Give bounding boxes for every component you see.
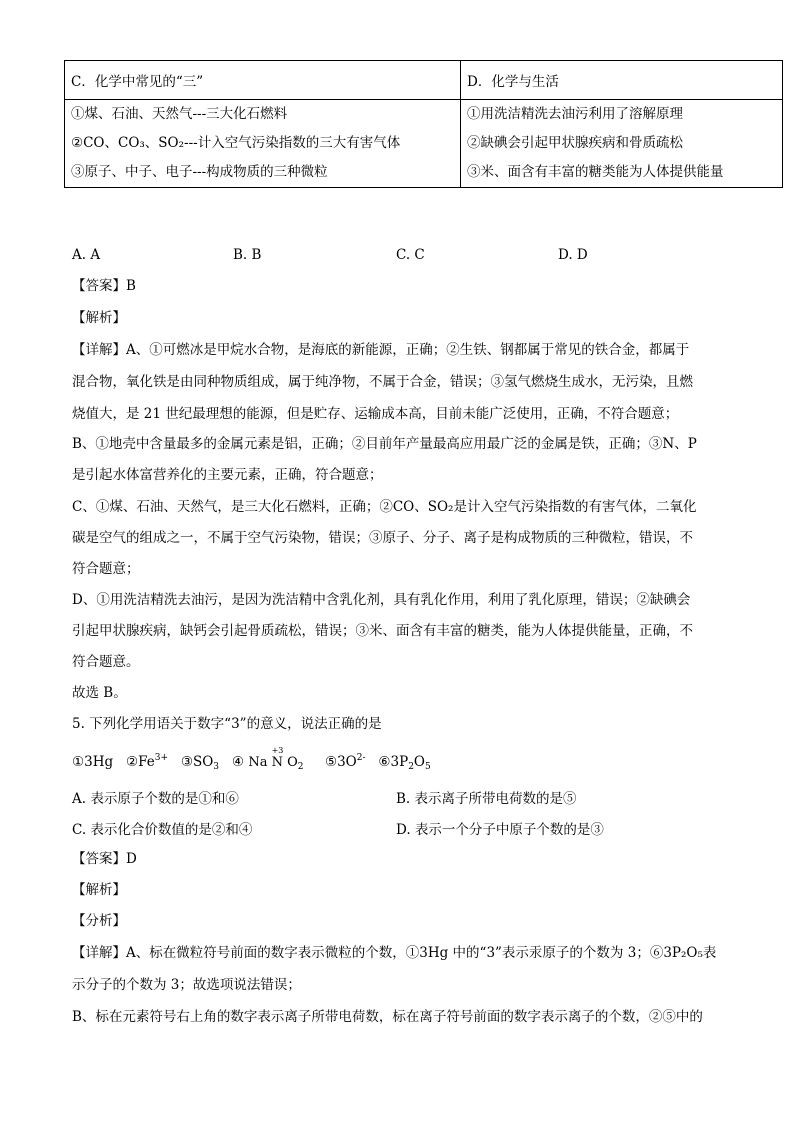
table-cell-c: [65, 100, 461, 188]
table-header-c: C．化学中常见的“三”: [65, 61, 461, 100]
q5-explanation-line: B、标在元素符号右上角的数字表示离子所带电荷数，标在离子符号前面的数字表示离子的个数，②⑤中的: [72, 1009, 703, 1025]
table-c-line: ②CO、CO₃、SO₂---计入空气污染指数的三大有害气体: [71, 135, 401, 151]
q5-stem: 5. 下列化学用语关于数字“3”的意义，说法正确的是: [72, 716, 382, 732]
q4-option-d: D. D: [558, 247, 588, 263]
q4-explanation-line: C、①煤、石油、天然气，是三大化石燃料，正确；②CO、SO₂是计入空气污染指数的有害气体，二氧化: [72, 499, 697, 515]
q4-option-b: B. B: [233, 247, 262, 263]
table-cell-d: [461, 100, 783, 188]
table-d-line: ①用洗洁精洗去油污利用了溶解原理: [467, 106, 683, 122]
q5-option-a: A. 表示原子个数的是①和⑥: [72, 791, 239, 807]
q5-explanation-line: 【详解】A、标在微粒符号前面的数字表示微粒的个数，①3Hg 中的“3”表示汞原子的个数为 3；⑥3P₂O₅表: [72, 945, 717, 961]
table-body-row: [65, 100, 783, 188]
q4-option-c: C. C: [396, 247, 425, 263]
formula-5: $⑤3O^{2-}$: [324, 753, 366, 770]
q5-option-d: D. 表示一个分子中原子个数的是③: [396, 822, 604, 838]
table-c-line: ①煤、石油、天然气---三大化石燃料: [71, 106, 288, 122]
q5-option-c: C. 表示化合价数值的是②和④: [72, 822, 253, 838]
q4-explanation-line: D、①用洗洁精洗去油污，是因为洗洁精中含乳化剂，具有乳化作用，利用了乳化原理，错误；②缺碘会: [72, 592, 691, 608]
q4-explanation-line: 符合题意；: [72, 561, 140, 577]
q5-formula-list: [72, 746, 431, 773]
q4-option-a: A. A: [72, 247, 101, 263]
table-header-row: [65, 61, 783, 100]
q4-answer: 【答案】B: [72, 278, 136, 294]
q4-conclusion: 故选 B。: [72, 685, 127, 701]
q5-explanation-line: 示分子的个数为 3；故选项说法错误；: [72, 977, 301, 993]
formula-1: ①3Hg: [72, 754, 114, 770]
q4-explanation-line: 烧值大，是 21 世纪最理想的能源，但是贮存、运输成本高，目前未能广泛使用，正确，不符合题意；: [72, 406, 679, 422]
options-table: [64, 60, 783, 188]
q5-analysis-sub: 【分析】: [72, 913, 126, 929]
q4-explanation-line: 【详解】A、①可燃冰是甲烷水合物，是海底的新能源，正确；②生铁、钢都属于常见的铁合金，都属于: [72, 342, 690, 358]
formula-6: $⑥3P_2O_5$: [378, 754, 431, 772]
q4-explanation-line: 符合题意。: [72, 654, 140, 670]
table-d-line: ②缺碘会引起甲状腺疾病和骨质疏松: [467, 135, 683, 151]
q5-option-b: B. 表示离子所带电荷数的是⑤: [396, 791, 577, 807]
table-d-line: ③米、面含有丰富的糖类能为人体提供能量: [467, 164, 724, 180]
q4-analysis-label: 【解析】: [72, 310, 126, 326]
q5-answer: 【答案】D: [72, 851, 137, 867]
q5-analysis-label: 【解析】: [72, 882, 126, 898]
q4-explanation-line: 是引起水体富营养化的主要元素，正确，符合题意；: [72, 467, 383, 483]
table-c-line: ③原子、中子、电子---构成物质的三种微粒: [71, 164, 328, 180]
formula-4: ④ Na +3 N $O_2$: [231, 746, 304, 772]
q4-explanation-line: 混合物，氧化铁是由同种物质组成，属于纯净物，不属于合金，错误；③氢气燃烧生成水，无污染，且燃: [72, 374, 693, 390]
table-header-d: D．化学与生活: [461, 61, 783, 100]
formula-2: $②Fe^{3+}$: [125, 753, 168, 770]
q4-explanation-line: 碳是空气的组成之一，不属于空气污染物，错误；③原子、分子、离子是构成物质的三种微粒，错误，不: [72, 530, 693, 546]
q4-explanation-line: B、①地壳中含量最多的金属元素是铝，正确；②目前年产量最高应用最广泛的金属是铁，正确；③N、P: [72, 436, 697, 452]
formula-3: $③SO_3$: [180, 754, 220, 772]
q4-explanation-line: 引起甲状腺疾病，缺钙会引起骨质疏松，错误；③米、面含有丰富的糖类，能为人体提供能量，正确，不: [72, 623, 693, 639]
